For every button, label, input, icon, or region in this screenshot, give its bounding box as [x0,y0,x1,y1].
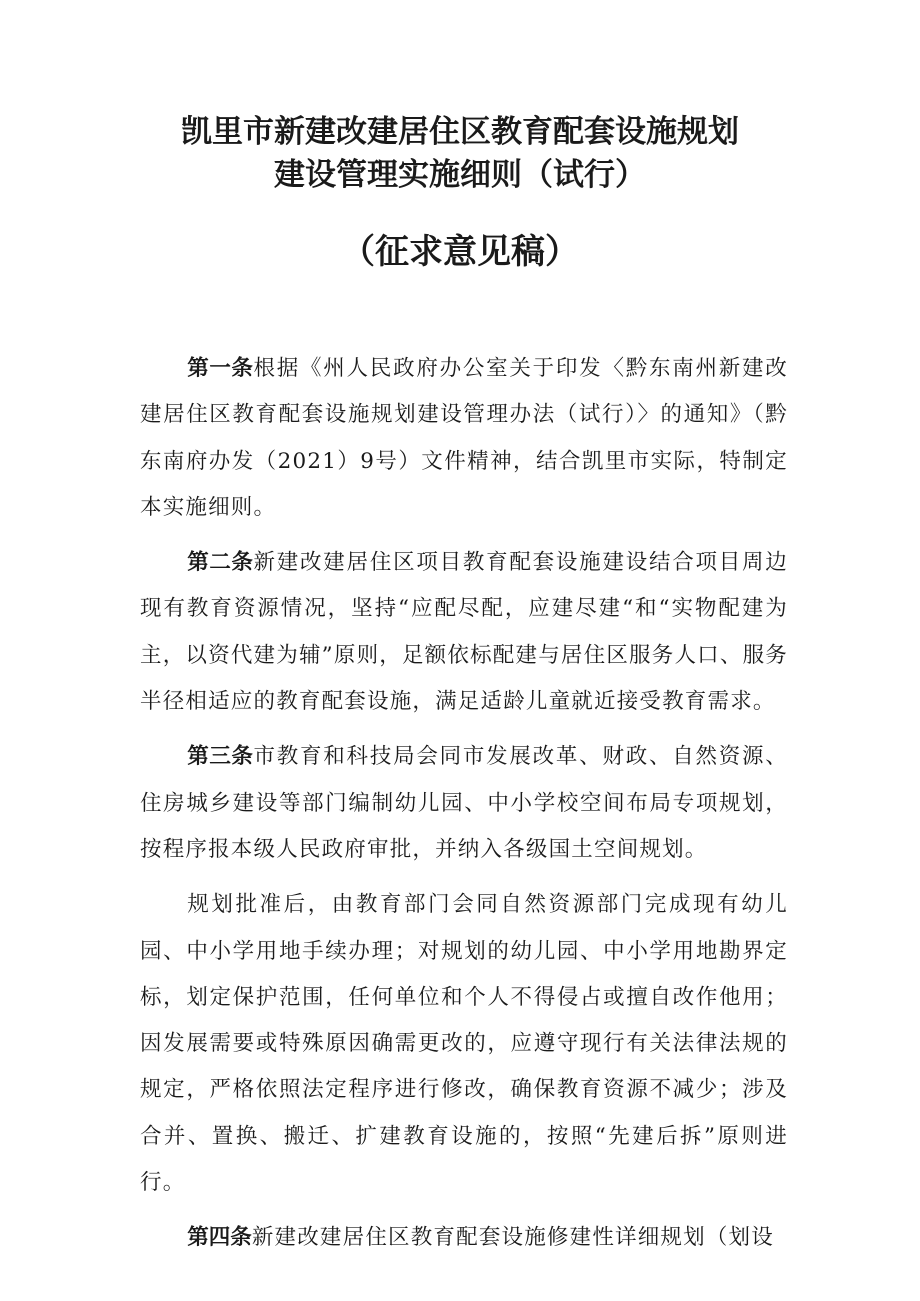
article-heading-2: 第二条 [187,550,254,576]
paragraph-text-1: 根据《州人民政府办公室关于印发〈黔东南州新建改建居住区教育配套设施规划建设管理办法（试行）〉的通知》（黔东南府办发（2021）9号）文件精神，结合凯里市实际，特制定本实施细则。 [140,356,788,520]
article-heading-4: 第四条 [187,1225,252,1251]
article-heading-3: 第三条 [187,744,254,770]
paragraph-article-3 [140,734,788,873]
paragraph-article-2 [140,540,788,725]
article-heading-1: 第一条 [187,356,254,381]
document-body [140,346,788,1271]
paragraph-text-2: 新建改建居住区项目教育配套设施建设结合项目周边现有教育资源情况，坚持“应配尽配，应建尽建“和“实物配建为主，以资代建为辅”原则，足额依标配建与居住区服务人口、服务半径相适应的教育配套设施，满足适龄儿童就近接受教育需求。 [140,550,788,715]
document-title-line-2: 建设管理实施细则（试行） [274,157,646,193]
paragraph-article-3-continued [140,882,788,1206]
document-subtitle: （征求意见稿） [341,232,579,272]
document-title-line-1: 凯里市新建改建居住区教育配套设施规划 [181,114,739,150]
paragraph-text-4: 规划批准后，由教育部门会同自然资源部门完成现有幼儿园、中小学用地手续办理；对规划的幼儿园、中小学用地勘界定标，划定保护范围，任何单位和个人不得侵占或擅自改作他用；因发展需要或特殊原因确需更改的，应遵守现行有关法律法规的规定，严格依照法定程序进行修改，确保教育资源不减少；涉及合并、置换、搬迁、扩建教育设施的，按照“先建后拆”原则进行。 [140,892,788,1196]
paragraph-text-3: 市教育和科技局会同市发展改革、财政、自然资源、住房城乡建设等部门编制幼儿园、中小学校空间布局专项规划，按程序报本级人民政府审批，并纳入各级国土空间规划。 [140,744,788,862]
paragraph-article-1 [140,346,788,531]
paragraph-text-5: 新建改建居住区教育配套设施修建性详细规划（划设 [251,1225,774,1251]
paragraph-article-4 [140,1215,788,1261]
